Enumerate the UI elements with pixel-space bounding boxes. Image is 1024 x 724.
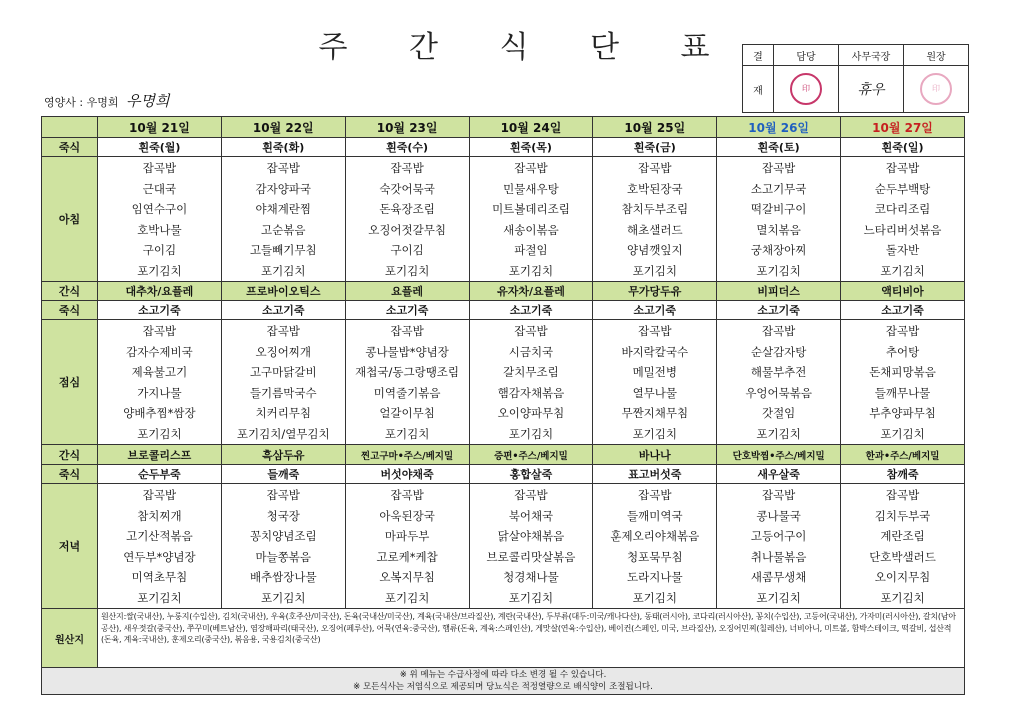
date-header: 10월 27일 [841,117,965,138]
menu-item: 돈채피망볶음 [869,365,936,379]
notes-cell [42,668,965,695]
manager-signature: 휴우 [857,82,885,98]
menu-item: 새송이볶음 [503,222,559,237]
menu-item: 잡곡밥 [885,488,920,502]
row-label: 죽식 [42,301,98,320]
nutritionist-signature: 우명희 [125,92,170,110]
breakfast-row-day-cell [345,157,469,282]
menu-item: 고들빼기무침 [249,243,317,257]
origin-row [42,609,965,668]
menu-item: 잡곡밥 [390,161,424,175]
menu-item: 잡곡밥 [885,324,920,338]
menu-item: 잡곡밥 [761,161,796,175]
afternoon-snack-row-cell: 찐고구마•주스/베지밀 [345,445,469,465]
row-label: 아침 [42,157,98,282]
menu-item: 근대국 [142,181,177,196]
menu-item: 궁채장아찌 [750,243,807,257]
menu-item: 단호박샐러드 [869,549,936,564]
dinner-porridge-row-cell: 새우살죽 [717,465,841,484]
page-title: 주 간 식 단 표 [318,30,736,65]
menu-item: 잡곡밥 [514,161,548,175]
menu-item: 포기김치 [880,263,925,278]
menu-item: 잡곡밥 [266,161,300,175]
menu-item: 야채계란찜 [255,202,312,216]
menu-item: 잡곡밥 [390,488,424,502]
breakfast-row-day-cell [841,157,965,282]
approval-stamp-staff [774,66,839,113]
menu-item: 아욱된장국 [379,508,435,523]
lunch-porridge-row-cell: 소고기죽 [221,301,345,320]
date-header: 10월 23일 [345,117,469,138]
menu-item: 호박된장국 [627,181,683,196]
menu-item: 포기김치 [880,590,925,605]
menu-item: 포기김치 [756,590,801,605]
menu-item: 잡곡밥 [390,324,424,338]
menu-item: 포기김치 [384,426,430,441]
menu-item: 새콤무생채 [750,570,807,584]
menu-item: 청포묵무침 [627,549,683,564]
menu-item: 오징어젓갈무침 [368,222,446,237]
menu-item: 잡곡밥 [142,161,177,175]
menu-item: 파절임 [514,243,548,257]
menu-item: 도라지나물 [627,570,683,584]
date-header: 10월 21일 [98,117,222,138]
breakfast-porridge-row [42,138,965,157]
menu-item: 고로케*케찹 [376,549,438,564]
morning-snack-row-cell: 대추차/요플레 [98,282,222,301]
row-label: 간식 [42,282,98,301]
menu-item: 순살감자탕 [750,344,807,359]
row-label: 간식 [42,445,98,465]
menu-item: 고기산적볶음 [126,529,193,543]
dinner-row-day-cell [717,484,841,609]
notes-row [42,668,965,695]
menu-item: 잡곡밥 [761,324,796,338]
menu-item: 포기김치 [261,263,306,278]
menu-item: 호박나물 [137,222,182,237]
menu-item: 해물부추전 [750,365,807,379]
menu-item: 소고기무국 [750,181,807,196]
menu-item: 연두부*양념장 [123,549,196,564]
approval-header-director: 원장 [904,45,969,66]
breakfast-row-day-cell [221,157,345,282]
menu-item: 포기김치 [137,426,182,441]
dinner-porridge-row-cell: 홍합살죽 [469,465,593,484]
morning-snack-row [42,282,965,301]
dinner-row [42,484,965,609]
menu-item: 포기김치 [508,263,554,278]
menu-item: 메밀전병 [632,365,678,379]
breakfast-row-day-cell [469,157,593,282]
menu-item: 포기김치 [756,263,801,278]
menu-item: 돌자반 [885,243,920,257]
morning-snack-row-cell: 프로바이오틱스 [221,282,345,301]
lunch-porridge-row-cell: 소고기죽 [593,301,717,320]
menu-item: 포기김치 [137,590,182,605]
morning-snack-row-cell: 유자차/요플레 [469,282,593,301]
lunch-porridge-row-cell: 소고기죽 [345,301,469,320]
menu-item: 콩나물밥*양념장 [365,344,449,359]
breakfast-porridge-row-cell: 흰죽(일) [841,138,965,157]
lunch-row-day-cell [98,320,222,445]
afternoon-snack-row-cell: 증편•주스/베지밀 [469,445,593,465]
origin-text: 원산지:쌀(국내산), 누룽지(수입산), 김치(국내산), 우육(호주산/미국산), 돈육(국내산/미국산), 계육(국내산/브라질산), 계란(국내산), 두부류(대두:미국/캐나다산), 동태(러시아), 코다리(러시아산), 꽁치(수입산), 고등어(국내산), 가자미(러시아산), 갈치(남아공산), 새우젓갈(중국산), 쭈꾸미(베트남산), 염장해파리(태국산), 오징어(페루산), 어묵(연육:중국산), 햄류(돈육, 계육:스페인산), 게맛살(연육:수입산), 베이컨(스페인, 미국, 브라질산), 오징어민찌(칠레산), 너비아니, 미트볼, 함박스테이크, 떡갈비, 섭산적(돈육, 계육:국내산), 훈제오리(중국산), 볶음용, 국용김치(중국산) [98,609,965,668]
menu-item: 느타리버섯볶음 [863,222,942,237]
breakfast-row [42,157,965,282]
menu-item: 배추쌈장나물 [249,570,317,584]
menu-item: 청국장 [266,508,300,523]
afternoon-snack-row [42,445,965,465]
lunch-row-day-cell [841,320,965,445]
weekly-menu-table [41,116,965,695]
dinner-row-day-cell [841,484,965,609]
dinner-row-day-cell [345,484,469,609]
menu-item: 열무나물 [632,385,678,400]
menu-item: 미역줄기볶음 [373,385,441,400]
breakfast-porridge-row-cell: 흰죽(화) [221,138,345,157]
menu-item: 포기김치 [508,426,554,441]
corner-cell [42,117,98,138]
lunch-row-day-cell [345,320,469,445]
morning-snack-row-cell: 요플레 [345,282,469,301]
approval-side-label: 결 [743,45,774,66]
nutritionist-label: 영양사 : 우명희 [44,96,119,109]
seal-stamp-icon: 印 [920,73,952,105]
menu-item: 훈제오리야채볶음 [610,529,700,543]
morning-snack-row-cell: 무가당두유 [593,282,717,301]
menu-item: 구이김 [390,243,424,257]
row-label: 원산지 [42,609,98,668]
menu-item: 감자양파국 [255,181,312,196]
menu-item: 잡곡밥 [266,488,300,502]
approval-side-label-2: 재 [743,66,774,113]
dinner-porridge-row-cell: 참깨죽 [841,465,965,484]
menu-item: 얼갈이무침 [379,406,435,420]
menu-item: 미트볼데리조림 [492,202,570,216]
breakfast-porridge-row-cell: 흰죽(토) [717,138,841,157]
afternoon-snack-row-cell: 단호박찜•주스/베지밀 [717,445,841,465]
dinner-porridge-row-cell: 순두부죽 [98,465,222,484]
menu-item: 무짠지채무침 [621,406,689,420]
menu-item: 포기김치 [632,590,678,605]
menu-item: 양배추찜*쌈장 [123,406,196,420]
menu-item: 시금치국 [508,344,554,359]
menu-item: 들깨미역국 [627,508,683,523]
menu-item: 참치두부조림 [621,202,689,216]
note-line: ※ 위 메뉴는 수급사정에 따라 다소 변경 될 수 있습니다. [399,670,607,680]
menu-item: 오징어찌개 [255,344,312,359]
menu-item: 고등어구이 [750,529,807,543]
menu-item: 고구마닭갈비 [249,365,317,379]
lunch-porridge-row [42,301,965,320]
lunch-row-day-cell [221,320,345,445]
menu-item: 멸치볶음 [756,222,801,237]
approval-sign-manager [839,66,904,113]
afternoon-snack-row-cell: 브로콜리스프 [98,445,222,465]
dinner-row-day-cell [593,484,717,609]
menu-item: 포기김치 [632,263,678,278]
approval-box [742,44,969,113]
afternoon-snack-row-cell: 한과•주스/베지밀 [841,445,965,465]
menu-item: 코다리조림 [874,202,931,216]
breakfast-porridge-row-cell: 흰죽(금) [593,138,717,157]
menu-item: 잡곡밥 [761,488,796,502]
breakfast-porridge-row-cell: 흰죽(수) [345,138,469,157]
menu-item: 민물새우탕 [503,181,559,196]
menu-item: 잡곡밥 [885,161,920,175]
menu-item: 갈치무조림 [503,365,559,379]
menu-item: 브로콜리맛살볶음 [486,549,576,564]
date-header: 10월 25일 [593,117,717,138]
menu-item: 콩나물국 [756,508,801,523]
lunch-porridge-row-cell: 소고기죽 [469,301,593,320]
row-label: 점심 [42,320,98,445]
menu-item: 돈육장조림 [379,202,435,216]
note-line: ※ 모든식사는 저염식으로 제공되며 당뇨식은 적정열량으로 배식양이 조절됩니다. [353,682,653,692]
menu-item: 추어탕 [885,344,920,359]
row-label: 죽식 [42,138,98,157]
lunch-row-day-cell [469,320,593,445]
menu-item: 포기김치 [508,590,554,605]
menu-item: 고순볶음 [261,222,306,237]
menu-item: 잡곡밥 [266,324,300,338]
menu-item: 임연수구이 [131,202,188,216]
menu-item: 포기김치 [137,263,182,278]
lunch-porridge-row-cell: 소고기죽 [98,301,222,320]
menu-item: 포기김치 [261,590,306,605]
morning-snack-row-cell: 비피더스 [717,282,841,301]
morning-snack-row-cell: 액티비아 [841,282,965,301]
menu-item: 들기름막국수 [249,385,317,400]
menu-item: 포기김치/열무김치 [236,426,330,441]
menu-item: 바지락칼국수 [621,344,689,359]
menu-item: 오이양파무침 [497,406,565,420]
menu-item: 잡곡밥 [638,324,672,338]
menu-item: 잡곡밥 [638,488,672,502]
lunch-row-day-cell [717,320,841,445]
menu-item: 취나물볶음 [750,549,807,564]
lunch-row-day-cell [593,320,717,445]
menu-item: 잡곡밥 [514,324,548,338]
nutritionist [44,90,169,111]
menu-item: 청경채나물 [503,570,559,584]
seal-stamp-icon: 印 [790,73,822,105]
lunch-porridge-row-cell: 소고기죽 [717,301,841,320]
menu-item: 잡곡밥 [142,324,177,338]
menu-item: 마늘쫑볶음 [255,549,312,564]
afternoon-snack-row-cell: 흑삼두유 [221,445,345,465]
menu-item: 숙갓어묵국 [379,181,435,196]
dinner-porridge-row-cell: 들깨죽 [221,465,345,484]
menu-item: 순두부백탕 [874,181,931,196]
menu-item: 마파두부 [384,529,430,543]
lunch-row [42,320,965,445]
menu-item: 포기김치 [632,426,678,441]
menu-item: 햄감자채볶음 [497,385,565,400]
menu-item: 계란조림 [880,529,925,543]
dinner-row-day-cell [98,484,222,609]
breakfast-row-day-cell [98,157,222,282]
breakfast-porridge-row-cell: 흰죽(목) [469,138,593,157]
breakfast-row-day-cell [717,157,841,282]
breakfast-porridge-row-cell: 흰죽(월) [98,138,222,157]
menu-item: 포기김치 [880,426,925,441]
date-header: 10월 24일 [469,117,593,138]
menu-item: 잡곡밥 [142,488,177,502]
dinner-row-day-cell [469,484,593,609]
date-header: 10월 26일 [717,117,841,138]
dinner-porridge-row [42,465,965,484]
menu-item: 잡곡밥 [514,488,548,502]
row-label: 저녁 [42,484,98,609]
menu-item: 미역초무침 [131,570,188,584]
menu-item: 오복지무침 [379,570,435,584]
menu-item: 꽁치양념조림 [249,529,317,543]
menu-item: 해초샐러드 [627,222,683,237]
menu-item: 들깨무나물 [874,385,931,400]
menu-item: 김치두부국 [874,508,931,523]
date-row [42,117,965,138]
menu-item: 잡곡밥 [638,161,672,175]
breakfast-row-day-cell [593,157,717,282]
dinner-row-day-cell [221,484,345,609]
menu-item: 감자수제비국 [126,344,193,359]
menu-item: 양념깻잎지 [627,243,683,257]
menu-item: 포기김치 [384,590,430,605]
menu-item: 우엉어묵볶음 [745,385,812,400]
approval-stamp-director [904,66,969,113]
lunch-porridge-row-cell: 소고기죽 [841,301,965,320]
menu-item: 갓절임 [761,406,796,420]
dinner-porridge-row-cell: 표고버섯죽 [593,465,717,484]
menu-item: 부추양파무침 [869,406,936,420]
menu-item: 북어채국 [508,508,554,523]
afternoon-snack-row-cell: 바나나 [593,445,717,465]
row-label: 죽식 [42,465,98,484]
menu-item: 치커리무침 [255,406,312,420]
menu-item: 가지나물 [137,385,182,400]
approval-header-staff: 담당 [774,45,839,66]
approval-header-manager: 사무국장 [839,45,904,66]
date-header: 10월 22일 [221,117,345,138]
dinner-porridge-row-cell: 버섯야채죽 [345,465,469,484]
menu-item: 참치찌개 [137,508,182,523]
menu-item: 제육불고기 [131,365,188,379]
menu-item: 떡갈비구이 [750,202,807,216]
menu-item: 닭살야채볶음 [497,529,565,543]
menu-item: 포기김치 [384,263,430,278]
menu-item: 포기김치 [756,426,801,441]
menu-item: 오이지무침 [874,570,931,584]
menu-item: 재첩국/동그랑땡조림 [355,365,460,379]
menu-item: 구이김 [142,243,177,257]
